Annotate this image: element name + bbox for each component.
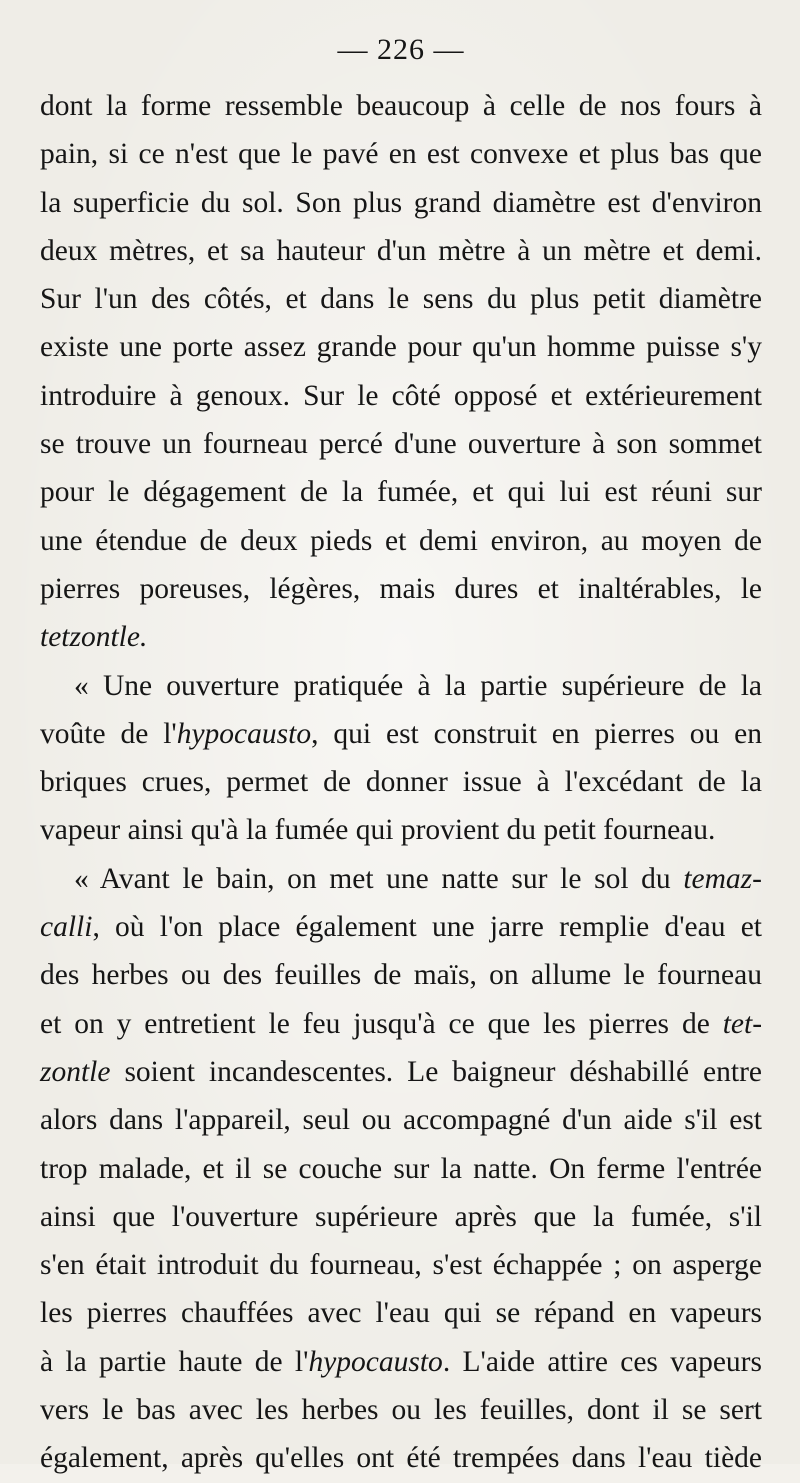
text-line: vapeur ainsi qu'à la fumée qui provient du petit fourneau. <box>40 814 716 847</box>
text-line: vers le bas avec les herbes ou les feuilles, dont il se sert <box>40 1394 762 1427</box>
text-line: pierres poreuses, légères, mais dures et inaltérables, le <box>40 572 762 605</box>
italic-term: calli <box>40 911 93 944</box>
text-line: pain, si ce n'est que le pavé en est convexe et plus bas que <box>40 138 762 171</box>
text-fragment: et on y entretient le feu jusqu'à ce que les pierres de <box>40 1007 710 1040</box>
text-line: une étendue de deux pieds et demi environ, au moyen de <box>40 524 762 557</box>
text-line: ainsi que l'ouverture supérieure après que la fumée, s'il <box>40 1200 762 1233</box>
italic-term: hypocausto <box>176 717 312 750</box>
text-fragment: soient incandescentes. Le baigneur déshabillé entre <box>110 1055 762 1088</box>
text-line: briques crues, permet de donner issue à l'excédant de la <box>40 766 762 799</box>
text-line: se trouve un fourneau percé d'une ouverture à son sommet <box>40 428 762 461</box>
text-line <box>40 710 762 758</box>
text-line: Sur l'un des côtés, et dans le sens du plus petit diamètre <box>40 283 762 316</box>
italic-term: temaz- <box>683 862 762 895</box>
text-fragment: . L'aide attire ces vapeurs <box>442 1345 762 1378</box>
text-line: « Une ouverture pratiquée à la partie supérieure de la <box>74 669 762 702</box>
text-line: les pierres chauffées avec l'eau qui se répand en vapeurs <box>40 1297 762 1330</box>
text-fragment: voûte de l' <box>40 717 177 750</box>
paragraph-2 <box>40 662 762 855</box>
italic-term: tetzontle. <box>40 621 148 654</box>
text-line: la superficie du sol. Son plus grand diamètre est d'environ <box>40 186 762 219</box>
page-number: — 226 — <box>337 33 465 66</box>
text-line: des herbes ou des feuilles de maïs, on allume le fourneau <box>40 959 762 992</box>
text-line: également, après qu'elles ont été trempées dans l'eau tiède <box>40 1442 762 1475</box>
text-line: pour le dégagement de la fumée, et qui lui est réuni sur <box>40 476 762 509</box>
paragraph-1 <box>40 82 762 662</box>
italic-term: hypocausto <box>308 1345 443 1378</box>
text-fragment: , qui est construit en pierres ou en <box>311 717 762 750</box>
text-line <box>40 1048 762 1096</box>
text-line: deux mètres, et sa hauteur d'un mètre à un mètre et demi. <box>40 234 762 267</box>
italic-term: tet- <box>722 1007 763 1040</box>
text-line <box>40 855 762 903</box>
text-fragment: , où l'on place également une jarre remplie d'eau et <box>92 911 762 944</box>
text-line <box>40 1338 762 1386</box>
text-line <box>40 1000 762 1048</box>
text-fragment: « Avant le bain, on met une natte sur le sol du <box>74 862 671 895</box>
text-line <box>40 613 762 661</box>
text-line: alors dans l'appareil, seul ou accompagné d'un aide s'il est <box>40 1104 762 1137</box>
text-line: introduire à genoux. Sur le côté opposé et extérieurement <box>40 379 762 412</box>
text-line: dont la forme ressemble beaucoup à celle de nos fours à <box>40 90 762 122</box>
text-line: s'en était introduit du fourneau, s'est échappée ; on asperge <box>40 1249 762 1282</box>
text-fragment: à la partie haute de l' <box>40 1345 309 1378</box>
text-line: trop malade, et il se couche sur la natte. On ferme l'entrée <box>40 1152 762 1185</box>
italic-term: zontle <box>40 1055 111 1088</box>
text-line: existe une porte assez grande pour qu'un homme puisse s'y <box>40 331 762 364</box>
text-line <box>40 903 762 951</box>
paragraph-3 <box>40 855 762 1483</box>
